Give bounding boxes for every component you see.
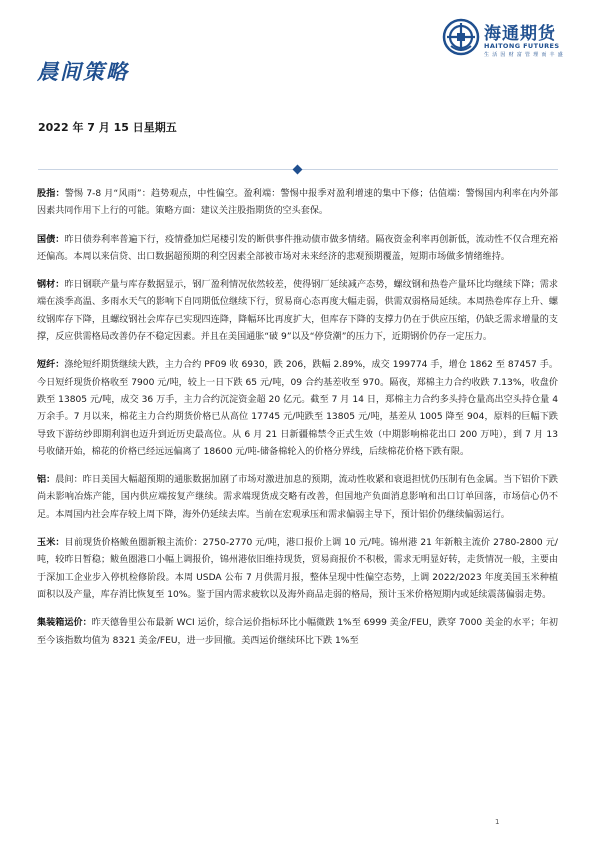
paragraph-lead: 集装箱运价：: [37, 618, 92, 629]
paragraph-aluminum: [37, 472, 558, 524]
paragraph-corn: [37, 535, 558, 604]
paragraph-lead: 股指：: [37, 189, 65, 199]
paragraph-lead: 短纤：: [37, 360, 65, 371]
paragraph-lead: 玉米：: [37, 538, 65, 549]
paragraph-container-freight: [37, 615, 558, 650]
divider-diamond-icon: [293, 165, 303, 175]
logo-tagline: 生 活 因 财 富 管 理 而 丰 盛: [484, 52, 564, 58]
paragraph-staple-fiber: [37, 357, 558, 461]
report-title: 晨间策略: [37, 59, 129, 84]
paragraph-text: 警惕 7-8 月“风雨”：趋势观点，中性偏空。盈利端：警惕中报季对盈利增速的集中下修；估值端：警惕国内利率在内外部因素共同作用下上行的可能。策略方面：建议关注股指期货的空头套保。: [37, 189, 558, 217]
strategy-content: [37, 186, 558, 661]
paragraph-text: 涤纶短纤期货继续大跌，主力合约 PF09 收 6930，跌 206，跌幅 2.89%，成交 199774 手，增仓 1862 至 87457 手。今日短纤现货价格收至 7900 元/吨，较上一日下跌 65 元/吨，09 合约基差收至 970。隔夜，郑棉主力合约收跌 7.13%，收盘价跌至 13805 元/吨，成交 36 万手，主力合约沉淀资金超 20 亿元。截至 7 月 14 日，郑棉主力合约多头持仓量高出空头持仓量 4 万余手。7 月以来，棉花主力合约期货价格已从高位 17745 元/吨跌至 13805 元/吨，基差从 1005 降至 904，原料的巨幅下跌导致下游纺纱即期利润也迈升到近历史最高位。从 6 月 21 日新疆棉禁令正式生效（中期影响棉花出口 200 万吨），到 7 月 13 号收储开始，棉花的价格已经远远偏离了 18600 元/吨-储备棉轮入的价格分界线，后续棉花价格下跌有限。: [37, 360, 558, 457]
paragraph-lead: 国债：: [37, 234, 65, 245]
paragraph-text: 昨日债券利率普遍下行，疫情叠加烂尾楼引发的断供事件推动债市做多情绪。隔夜资金利率再创新低，流动性不仅合理充裕还偏高。本周以来信贷、出口数据超预期的利空因素全部被市场对未来经济的悲观预期覆盖，短期市场做多情绪维持。: [37, 234, 558, 262]
logo-name-en: HAITONG FUTURES: [484, 42, 560, 50]
report-date: 2022 年 7 月 15 日星期五: [38, 121, 177, 134]
paragraph-text: 昨日钢联产量与库存数据显示，钢厂盈利情况依然较差，使得钢厂延续减产态势，螺纹钢和热卷产量环比均继续下降；需求端在淡季高温、多雨水天气的影响下自同期低位继续下行，贸易商心态再度大幅走弱，供需双弱格局延续。本周热卷库存上升、螺纹钢库存下降，且螺纹钢社会库存已实现四连降，降幅环比再度扩大，但库存下降的支撑力仍在于供应压缩，仍缺乏需求增量的支撑，反应供需格局改善仍存不稳定因素。并且在美国通胀“破 9”以及“停贷潮”的压力下，近期钢价仍存一定压力。: [37, 280, 558, 343]
paragraph-steel: [37, 277, 558, 346]
logo-name-cn: 海通期货: [484, 24, 556, 44]
paragraph-stock-index: [37, 186, 558, 221]
page-number: 1: [495, 818, 500, 826]
paragraph-treasury: [37, 232, 558, 267]
paragraph-text: 晨间：昨日美国大幅超预期的通胀数据加剧了市场对激进加息的预期，流动性收紧和衰退担忧仍压制有色金属。当下铝价下跌尚未影响冶炼产能，国内供应端按复产继续。需求端现货成交略有改善，但国地产负面消息影响和出口订单回落，市场信心仍不足。本周国内社会库存较上周下降，海外仍延续去库。当前在宏观承压和需求偏弱主导下，预计铝价仍继续偏弱运行。: [37, 475, 558, 520]
company-logo: [442, 15, 582, 65]
paragraph-lead: 铝：: [37, 475, 56, 486]
haitong-logo-icon: [442, 18, 480, 56]
report-header: [0, 0, 595, 168]
section-divider: [38, 166, 558, 174]
paragraph-lead: 钢材：: [37, 280, 65, 291]
paragraph-text: 昨天德鲁里公布最新 WCI 运价，综合运价指标环比小幅微跌 1%至 6999 美金/FEU，跌穿 7000 美金的水平；年初至今该指数均值为 8321 美金/FEU，进一步回撤。美西运价继续环比下跌 1%至: [37, 618, 558, 646]
paragraph-text: 目前现货价格鲅鱼圈新粮主流价：2750-2770 元/吨，港口报价上调 10 元/吨。锦州港 21 年新粮主流价 2780-2800 元/吨，较昨日暂稳；鲅鱼圈港口小幅上调报价，锦州港依旧维持现货，贸易商报价不积极，需求无明显好转，走货情况一般，主要由于深加工企业步入停机检修阶段。本周 USDA 公布 7 月供需月报，整体呈现中性偏空态势，上调 2022/2023 年度美国玉米种植面积以及产量，库存消比恢复至 10%。鉴于国内需求疲软以及海外商品走弱的格局，预计玉米价格短期内或延续震荡偏弱走势。: [37, 538, 558, 600]
